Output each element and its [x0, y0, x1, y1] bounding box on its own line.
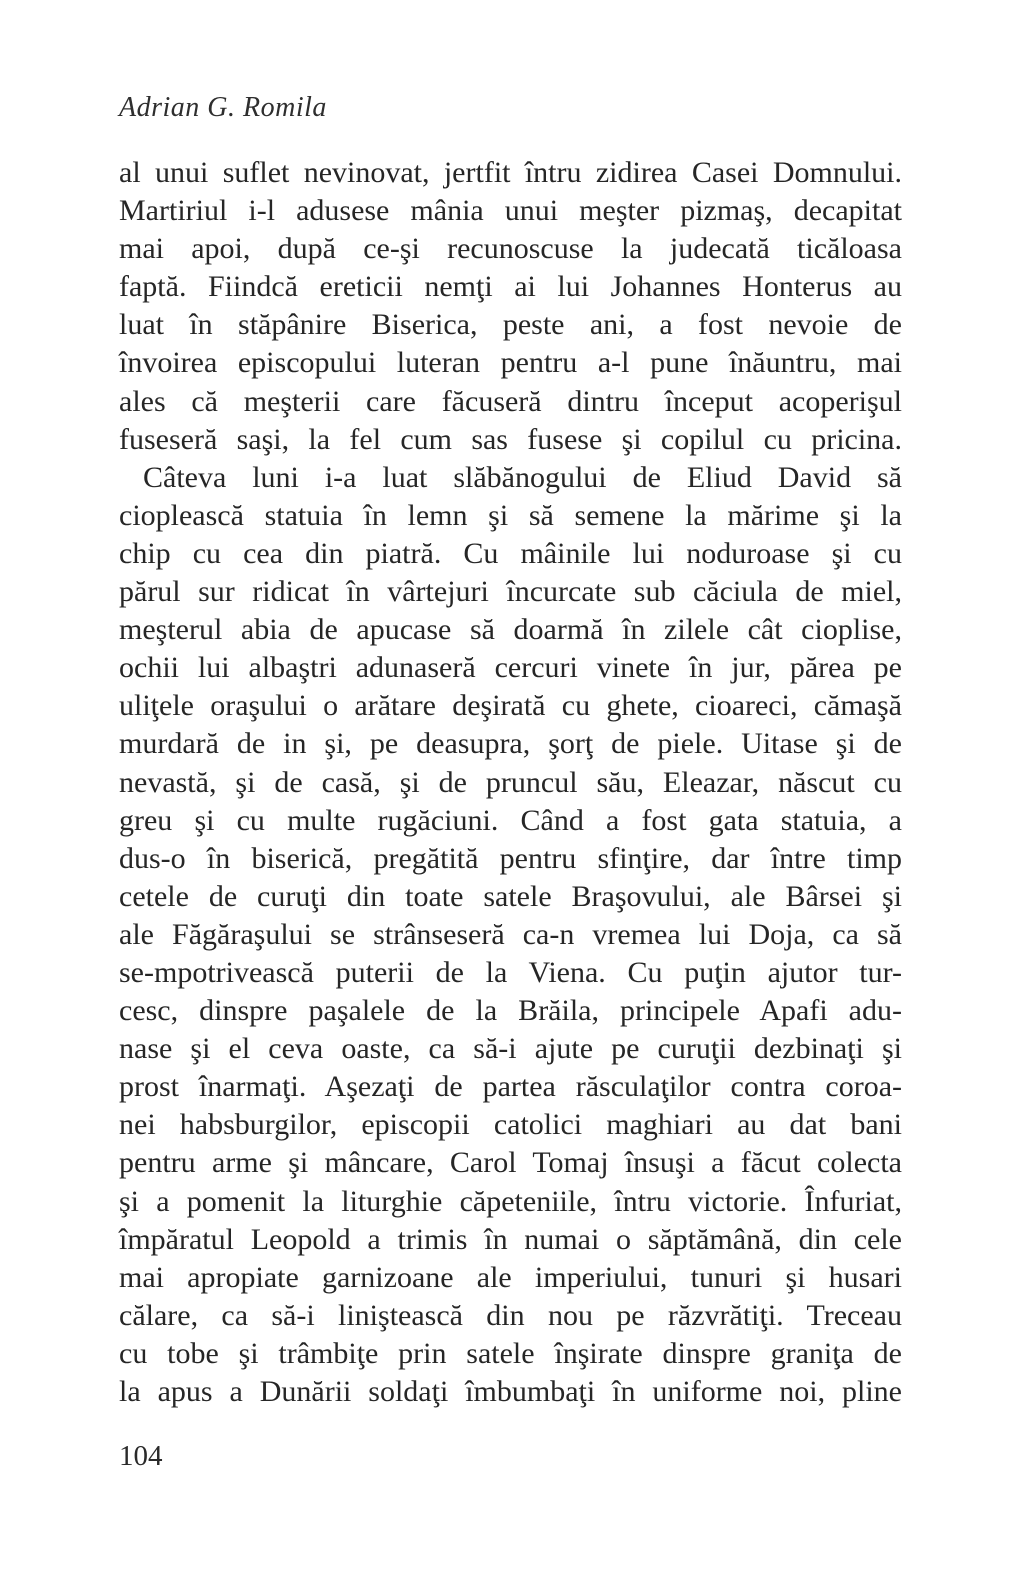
body-text: [119, 154, 902, 1411]
text-line: împăratul Leopold a trimis în numai o săptămână, din cele: [119, 1222, 902, 1256]
text-line: învoirea episcopului luteran pentru a-l pune înăuntru, mai: [119, 346, 902, 380]
text-line: al unui suflet nevinovat, jertfit întru zidirea Casei Domnului.: [119, 156, 902, 189]
text-line: dus-o în biserică, pregătită pentru sfinţire, dar între timp: [119, 841, 902, 875]
text-line: Câteva luni i-a luat slăbănogului de Eliud David să: [143, 460, 902, 494]
text-line: greu şi cu multe rugăciuni. Când a fost gata statuia, a: [119, 803, 902, 837]
text-line: părul sur ridicat în vârtejuri încurcate sub căciula de miel,: [119, 575, 902, 609]
text-line: nase şi el ceva oaste, ca să-i ajute pe curuţii dezbinaţi şi: [119, 1032, 902, 1066]
text-line: şi a pomenit la liturghie căpeteniile, întru victorie. Înfuriat,: [119, 1184, 902, 1218]
text-line: fuseseră saşi, la fel cum sas fusese şi copilul cu pricina.: [119, 422, 902, 456]
text-line: ochii lui albaştri adunaseră cercuri vinete în jur, părea pe: [119, 651, 902, 685]
text-line: nevastă, şi de casă, şi de pruncul său, Eleazar, născut cu: [119, 765, 902, 799]
text-line: călare, ca să-i liniştească din nou pe răzvrătiţi. Treceau: [119, 1298, 902, 1332]
text-line: murdară de in şi, pe deasupra, şorţ de piele. Uitase şi de: [119, 727, 902, 761]
text-line: ale Făgăraşului se strânseseră ca-n vremea lui Doja, ca să: [119, 917, 902, 951]
running-head-author: Adrian G. Romila: [119, 92, 327, 123]
text-line: mai apropiate garnizoane ale imperiului, tunuri şi husari: [119, 1260, 902, 1294]
text-line: ales că meşterii care făcuseră dintru început acoperişul: [119, 384, 902, 418]
text-line: meşterul abia de apucase să doarmă în zilele cât cioplise,: [119, 613, 902, 647]
text-line: pentru arme şi mâncare, Carol Tomaj însuşi a făcut colecta: [119, 1146, 902, 1180]
text-line: luat în stăpânire Biserica, peste ani, a fost nevoie de: [119, 308, 902, 342]
text-line: se-mpotrivească puterii de la Viena. Cu puţin ajutor tur-: [119, 955, 902, 989]
text-line: nei habsburgilor, episcopii catolici maghiari au dat bani: [119, 1108, 902, 1142]
text-line: cesc, dinspre paşalele de la Brăila, principele Apafi adu-: [119, 994, 902, 1028]
text-line: uliţele oraşului o arătare deşirată cu ghete, cioareci, cămaşă: [119, 689, 902, 723]
text-line: la apus a Dunării soldaţi îmbumbaţi în uniforme noi, pline: [119, 1375, 902, 1408]
text-line: prost înarmaţi. Aşezaţi de partea răsculaţilor contra coroa-: [119, 1070, 902, 1104]
text-line: faptă. Fiindcă ereticii nemţi ai lui Johannes Honterus au: [119, 270, 902, 304]
text-line: cetele de curuţi din toate satele Braşovului, ale Bârsei şi: [119, 879, 902, 913]
text-line: cu tobe şi trâmbiţe prin satele înşirate dinspre graniţa de: [119, 1336, 902, 1370]
text-line: Martiriul i-l adusese mânia unui meşter pizmaş, decapitat: [119, 194, 902, 228]
text-line: chip cu cea din piatră. Cu mâinile lui noduroase şi cu: [119, 536, 902, 570]
page-number: 104: [119, 1440, 163, 1472]
text-line: cioplească statuia în lemn şi să semene la mărime şi la: [119, 498, 902, 532]
text-line: mai apoi, după ce-şi recunoscuse la judecată ticăloasa: [119, 232, 902, 266]
